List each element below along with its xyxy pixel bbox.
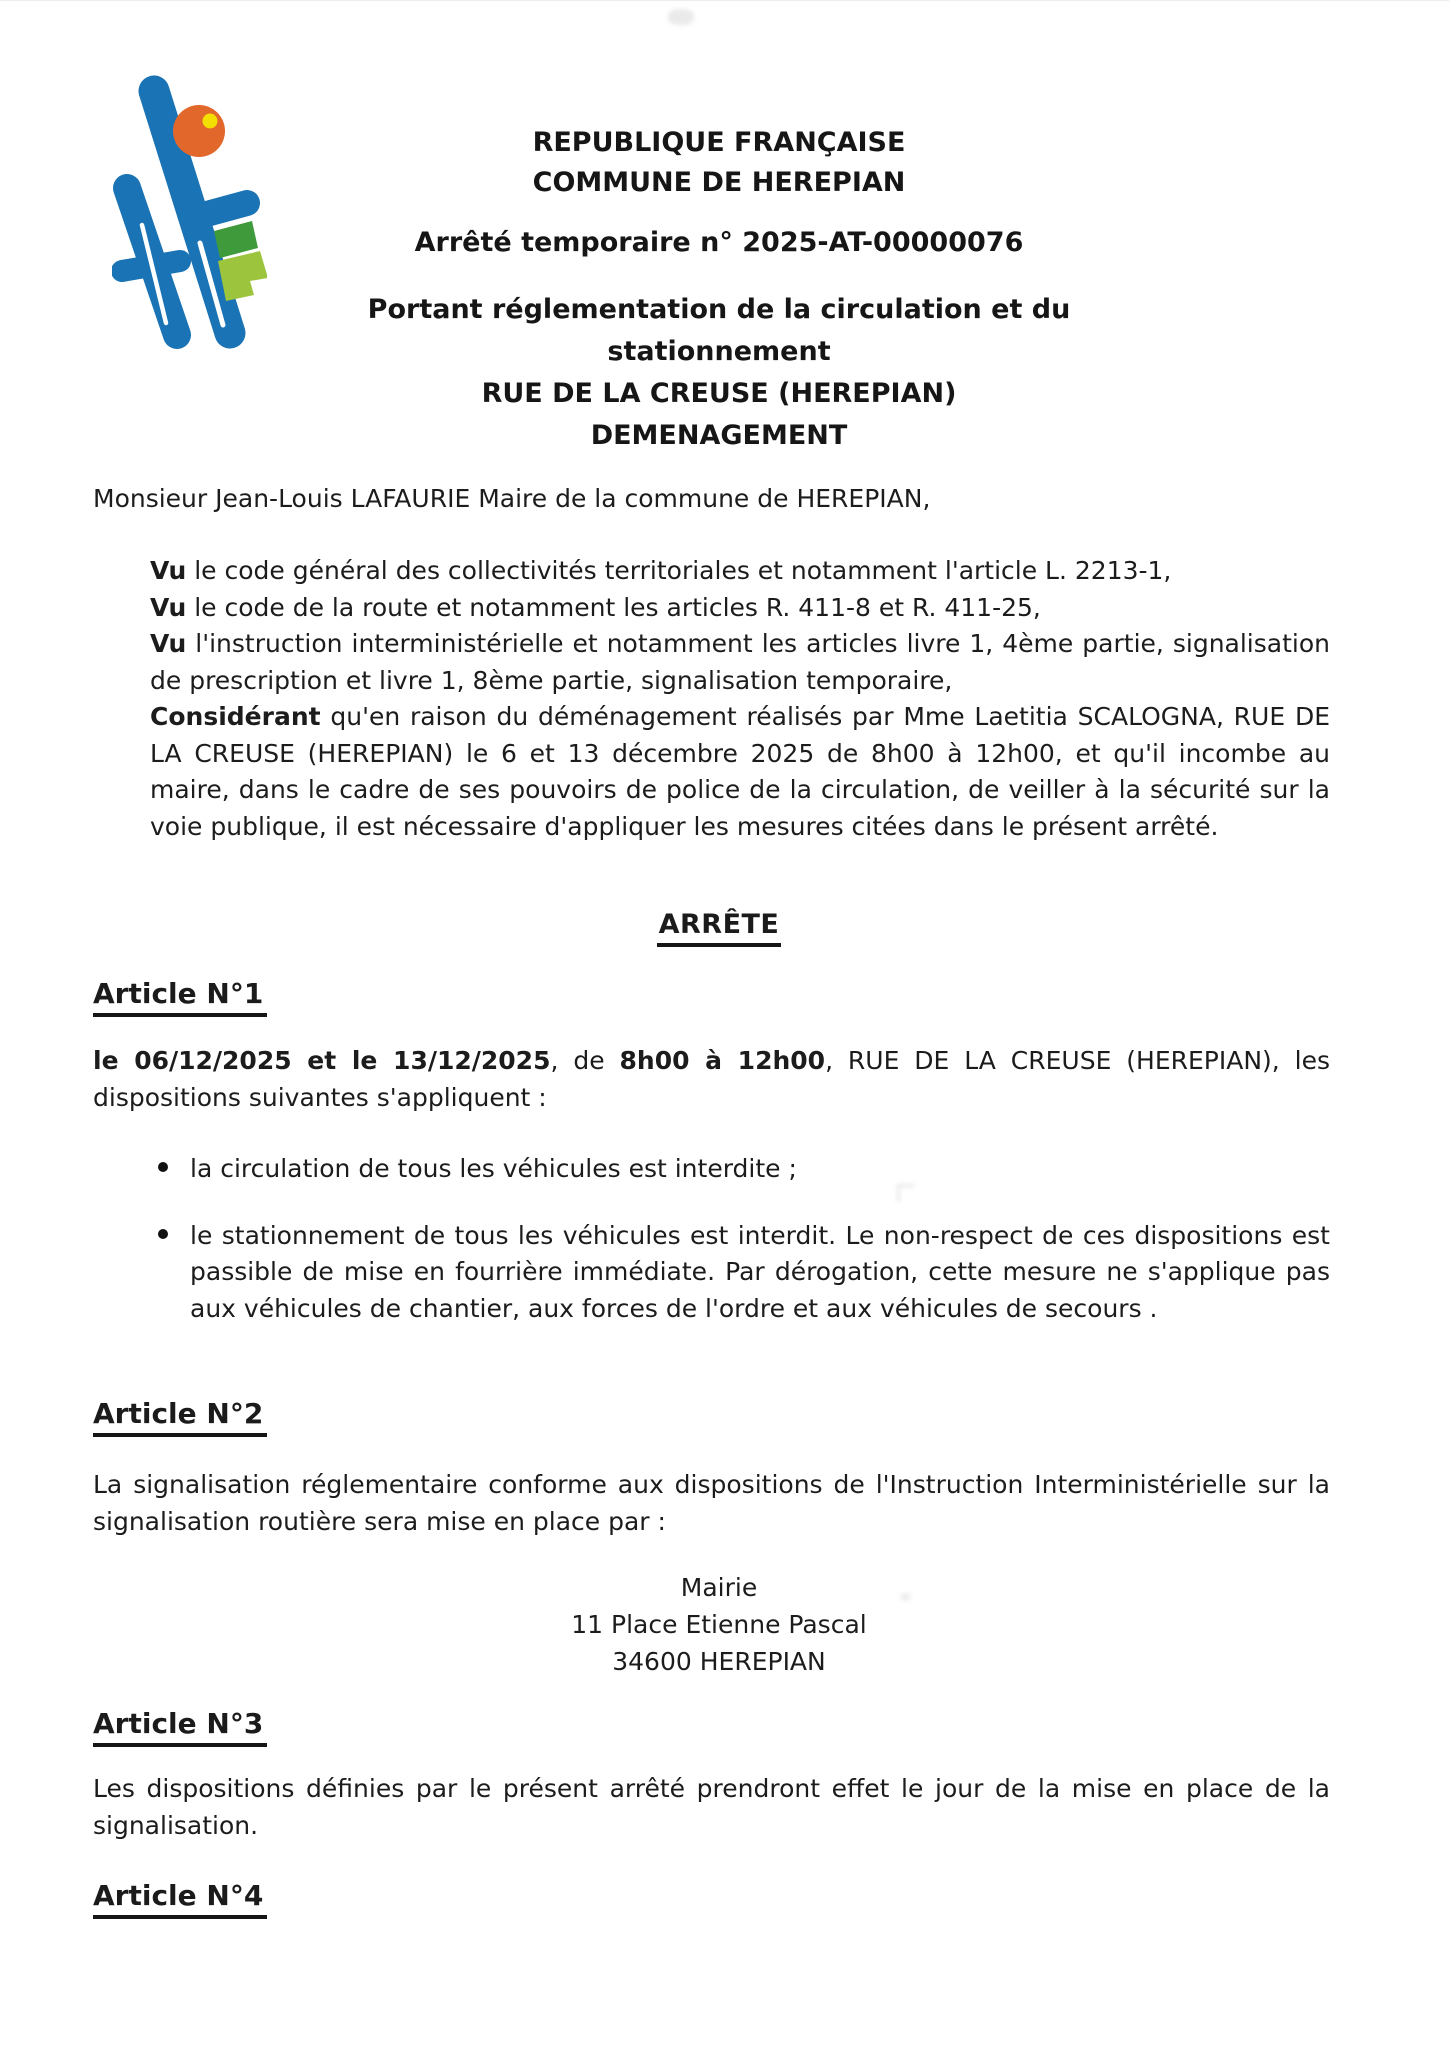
article-1-intro: le 06/12/2025 et le 13/12/2025, de 8h00 à 12h00, RUE DE LA CREUSE (HEREPIAN), les dispositions suivantes s'appliquent : [93, 1046, 1331, 1112]
article-2-body: La signalisation réglementaire conforme aux dispositions de l'Instruction Interministérielle sur la signalisation routière sera mise en place par : [93, 1470, 1330, 1536]
bullet-stationnement: le stationnement de tous les véhicules est interdit. Le non-respect de ces dispositions est passible de mise en fourrière immédiate. Par dérogation, cette mesure ne s'applique pas aux véhicules de chantier, aux forces de l'ordre et aux véhicules de secours . [150, 1218, 1330, 1328]
subject-line-1: Portant réglementation de la circulation et du [367, 294, 1071, 325]
street-line: RUE DE LA CREUSE (HEREPIAN) [481, 378, 957, 409]
arrete-number: Arrêté temporaire n° 2025-AT-00000076 [414, 227, 1024, 258]
arrete-subject [93, 289, 1345, 457]
bullet-circulation: la circulation de tous les véhicules est interdite ; [150, 1151, 1330, 1188]
address-line-2: 11 Place Etienne Pascal [571, 1610, 867, 1639]
article-3-title: Article N°3 [93, 1707, 267, 1747]
republic-line: REPUBLIQUE FRANÇAISE [532, 127, 906, 158]
address-line-3: 34600 HEREPIAN [612, 1647, 826, 1676]
scan-artifact [900, 1593, 911, 1601]
recital-vu-3: Vu l'instruction interministérielle et notamment les articles livre 1, 4ème partie, signalisation de prescription et livre 1, 8ème partie, signalisation temporaire, [150, 629, 1330, 695]
article-2-title: Article N°2 [93, 1397, 267, 1437]
article-1-bullets [150, 1151, 1330, 1327]
recital-vu-2: Vu le code de la route et notamment les articles R. 411-8 et R. 411-25, [150, 592, 1041, 622]
address-line-1: Mairie [680, 1573, 758, 1602]
document-header [93, 123, 1345, 457]
recital-considerant: Considérant qu'en raison du déménagement réalisés par Mme Laetitia SCALOGNA, RUE DE LA CREUSE (HEREPIAN) le 6 et 13 décembre 2025 de 8h00 à 12h00, et qu'il incombe au maire, dans le cadre de ses pouvoirs de police de la circulation, de veiller à la sécurité sur la voie publique, il est nécessaire d'appliquer les mesures citées dans le présent arrêté. [150, 702, 1330, 841]
commune-line: COMMUNE DE HEREPIAN [532, 167, 906, 198]
arrete-heading: ARRÊTE [93, 909, 1345, 947]
operation-line: DEMENAGEMENT [590, 420, 848, 451]
subject-line-2: stationnement [607, 336, 831, 367]
scan-artifact [897, 1184, 914, 1202]
scan-artifact [668, 9, 694, 25]
article-4-title: Article N°4 [93, 1879, 267, 1919]
mayor-line: Monsieur Jean-Louis LAFAURIE Maire de la commune de HEREPIAN, [93, 484, 931, 513]
mairie-address-block [93, 1569, 1345, 1680]
recitals-block [150, 553, 1330, 845]
article-3-body: Les dispositions définies par le présent arrêté prendront effet le jour de la mise en place de la signalisation. [93, 1774, 1330, 1840]
article-1-title: Article N°1 [93, 977, 267, 1017]
recital-vu-1: Vu le code général des collectivités territoriales et notamment l'article L. 2213-1, [150, 556, 1172, 585]
